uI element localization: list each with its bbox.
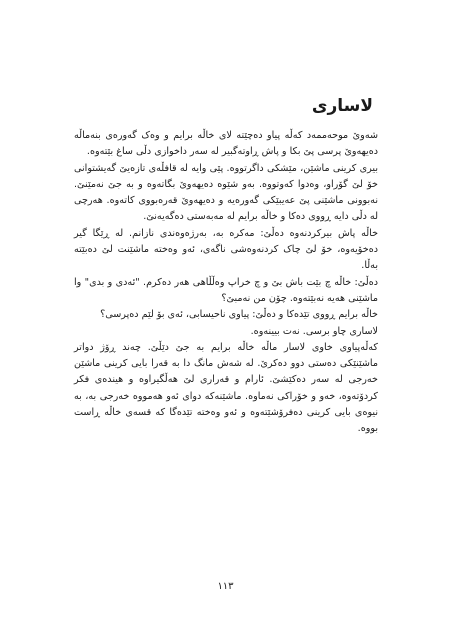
paragraph: شەوێ موحەممەد کەڵە پیاو دەچێتە لای خاڵە برایم و وەک گەورەی بنەماڵە دەیهەوێ پرسی پێ بکا و پاش ڕاوتەگبیر لە سەر داخوازی دڵی ساغ بێتەوە. xyxy=(74,130,378,158)
page-number: ١١٣ xyxy=(217,581,234,592)
paragraph: کەڵەپیاوی خاوی لاسار ماڵە خاڵە برایم بە جێ دێڵێ. چەند ڕۆژ دواتر ماشێنێکی دەستی دوو دەکرێ. لە شەش مانگ دا بە قەرا بایی کرینی ماشێن خەرجی لە سەر دەکێشێ. ئارام و قەراری لێ هەڵگیراوە و هیندەی فکر کردۆتەوە، خەو و خۆراکی نەماوە. ماشێنەکە دوای ئەو هەمووە خەرجی بە، بە نیوەی بایی کرینی دەفرۆشێتەوە و ئەو وەختە تێدەگا کە قسەی خاڵە ڕاست بووە. xyxy=(74,341,378,435)
body-text xyxy=(74,128,378,438)
page-title: لاساری xyxy=(311,96,373,116)
paragraph: خاڵە برایم ڕووی تێدەکا و دەڵێ: پیاوی ناحیسابی، ئەی بۆ لێم دەپرسی؟ xyxy=(100,309,378,321)
paragraph: بیری کرینی ماشێن، مێشکی داگرتووە. پێی وایە لە قافڵەی تازەیێ گەیشتوانی خۆ لێ گۆراو، وەدوا کەوتووە. بەو شێوە دەیهەوێ بگاتەوە و بە جێ نەمێنێ. نەبوونی ماشێنی پێ عەیبێکی گەورەیە و دەیهەوێ قەرەبووی کاتەوە. هەرچی لە دڵی دایە ڕووی دەکا و خاڵە برایم لە مەبەستی دەگەیەنێ. xyxy=(74,162,378,223)
paragraph: لاساری چاو برسی. نەت بیینەوە. xyxy=(250,325,378,337)
paragraph: خاڵە پاش بیرکردنەوە دەڵێ: مەکرە بە، بەرژەوەندی نازانم. لە ڕێگا گیر دەخۆیەوە، خۆ لێ چاک کردنەوەشی ناگەی، ئەو وەختە ماشێنت لێ دەبێتە بەڵا. xyxy=(74,227,378,272)
paragraph: دەڵێ: خاڵە چ بێت باش بێ و چ خراپ وەڵڵاهی هەر دەکرم. "ئەدی و بدی" وا ماشێنی هەیە نەبێتەوە. چۆن من نەمبێ؟ xyxy=(74,276,378,304)
